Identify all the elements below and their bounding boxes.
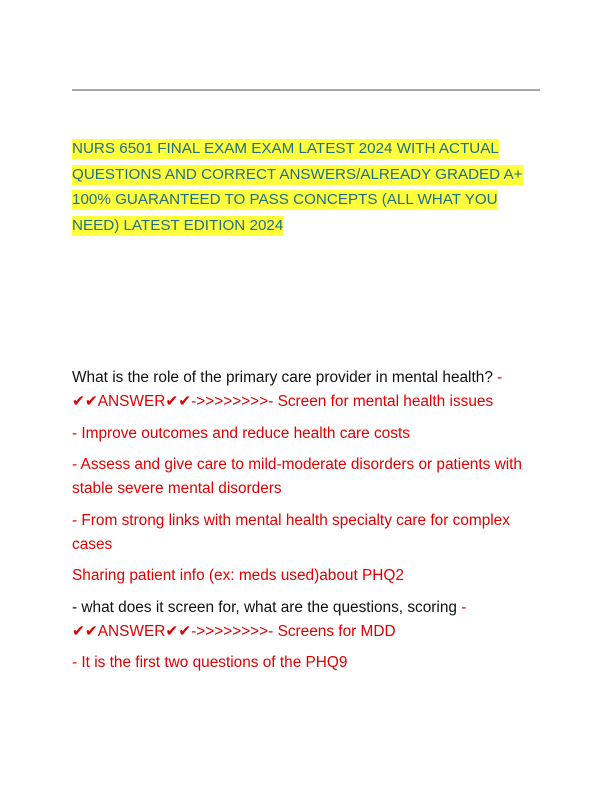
question-2 (72, 596, 544, 644)
header-divider (72, 89, 540, 91)
document-title (72, 136, 542, 238)
answer-1-point-1: - Improve outcomes and reduce health care costs (72, 424, 410, 442)
question-1-text: What is the role of the primary care provider in mental health? (72, 369, 498, 386)
question-2-text: - what does it screen for, what are the questions, scoring (72, 598, 462, 616)
document-body (72, 366, 544, 683)
answer-1-lead-in: Sharing patient info (ex: meds used)about PHQ2 (72, 567, 404, 584)
question-1 (72, 366, 544, 414)
question-2-answer-marker: - ✔✔ANSWER✔✔->>>>>>>>- Screens for MDD (72, 598, 467, 640)
answer-1-point-3: - From strong links with mental health specialty care for complex cases (72, 511, 510, 553)
title-highlight: NURS 6501 FINAL EXAM EXAM LATEST 2024 WITH ACTUAL QUESTIONS AND CORRECT ANSWERS/ALREADY GRADED A+ 100% GUARANTEED TO PASS CONCEPTS (ALL WHAT YOU NEED) LATEST EDITION 2024 (72, 140, 523, 234)
answer-2-point-1: - It is the first two questions of the PHQ9 (72, 654, 348, 671)
question-1-answer-marker: - ✔✔ANSWER✔✔->>>>>>>>- Screen for mental health issues (72, 369, 503, 410)
answer-1-point-2: - Assess and give care to mild-moderate disorders or patients with stable severe mental disorders (72, 456, 522, 497)
